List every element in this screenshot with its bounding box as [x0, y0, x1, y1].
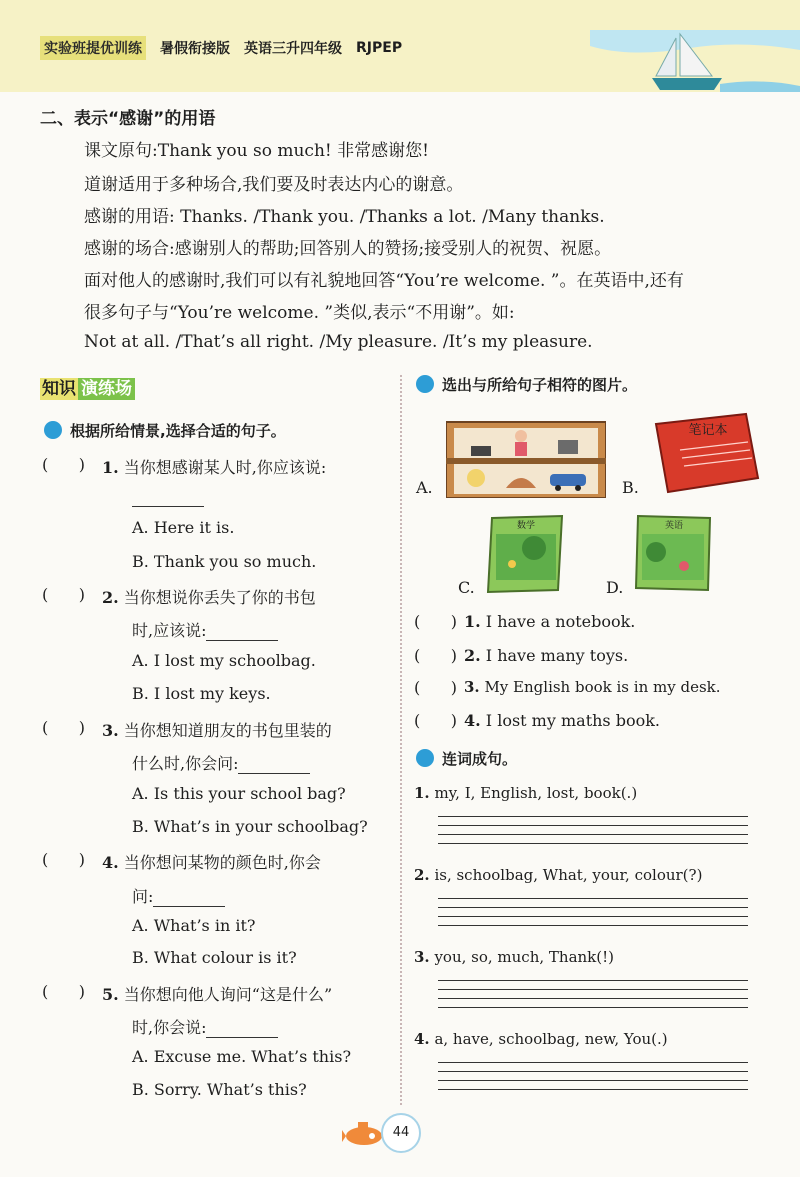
q-num: 3. — [102, 721, 119, 740]
sentence-words — [414, 784, 637, 802]
question-4 — [102, 850, 321, 873]
match-item — [464, 612, 635, 631]
picture-label-b: B. — [622, 478, 639, 497]
item-text: My English book is in my desk. — [484, 678, 721, 696]
words-text: a, have, schoolbag, new, You(.) — [434, 1030, 668, 1048]
item-num: 2. — [464, 646, 481, 665]
q-text: 当你想感谢某人时,你应该说: — [123, 458, 327, 477]
answer-blank[interactable] — [206, 1037, 278, 1038]
column-divider — [400, 375, 402, 1105]
item-num: 4. — [414, 1030, 430, 1048]
lesson-line: 面对他人的感谢时,我们可以有礼貌地回答“You’re welcome. ”。在英语中,还有 — [84, 271, 684, 291]
notebook-image — [650, 412, 760, 494]
question-1 — [102, 455, 326, 478]
option-b: B. Thank you so much. — [132, 552, 317, 571]
q-text: 当你想知道朋友的书包里装的 — [123, 721, 332, 740]
lesson-line: 感谢的场合:感谢别人的帮助;回答别人的赞扬;接受别人的祝贺、祝愿。 — [84, 239, 612, 259]
answer-paren[interactable]: ( ) — [42, 455, 85, 474]
answer-paren[interactable]: ( ) — [414, 678, 457, 697]
q-num: 2. — [102, 588, 119, 607]
sentence-words — [414, 948, 614, 966]
question-4-cont — [132, 884, 225, 907]
words-text: you, so, much, Thank(!) — [434, 948, 614, 966]
page-number: 44 — [381, 1113, 421, 1153]
practice-badge — [40, 374, 135, 399]
answer-paren[interactable]: ( ) — [42, 982, 85, 1001]
answer-paren[interactable]: ( ) — [42, 585, 85, 604]
q-text: 时,你会说: — [132, 1018, 207, 1037]
item-num: 3. — [464, 678, 480, 696]
option-b: B. I lost my keys. — [132, 684, 271, 703]
item-num: 4. — [464, 711, 481, 730]
question-2-cont — [132, 618, 278, 641]
q-text: 当你想说你丢失了你的书包 — [123, 588, 316, 607]
match-item — [464, 646, 628, 665]
toy-shelf-image — [446, 418, 606, 498]
picture-label-c: C. — [458, 578, 475, 597]
answer-paren[interactable]: ( ) — [414, 646, 457, 665]
q-num: 1. — [102, 458, 119, 477]
writing-lines[interactable] — [438, 816, 748, 852]
section-marker-icon — [416, 749, 434, 767]
section1-title — [44, 420, 286, 441]
header-text — [40, 36, 402, 60]
maths-book-image — [486, 512, 566, 594]
words-text: my, I, English, lost, book(.) — [434, 784, 638, 802]
item-text: I lost my maths book. — [485, 711, 661, 730]
section3-title — [416, 748, 517, 769]
question-2 — [102, 585, 316, 608]
item-num: 1. — [464, 612, 481, 631]
q-num: 5. — [102, 985, 119, 1004]
option-a: A. Here it is. — [132, 518, 235, 537]
notebook-cover-text: 笔记本 — [688, 423, 728, 438]
q-text: 当你想问某物的颜色时,你会 — [123, 853, 321, 872]
sailboat-icon — [590, 20, 800, 92]
q-text: 时,应该说: — [132, 621, 207, 640]
option-a: A. What’s in it? — [132, 916, 256, 935]
english-book-image — [634, 512, 714, 594]
answer-blank[interactable] — [153, 906, 225, 907]
header-brand: 实验班提优训练 — [40, 36, 146, 60]
picture-label-a: A. — [416, 478, 433, 497]
question-5-cont — [132, 1015, 278, 1038]
option-a: A. Excuse me. What’s this? — [132, 1047, 352, 1066]
item-num: 1. — [414, 784, 430, 802]
option-b: B. What’s in your schoolbag? — [132, 817, 368, 836]
item-text: I have a notebook. — [485, 612, 636, 631]
item-num: 3. — [414, 948, 430, 966]
lesson-line: 感谢的用语: Thanks. /Thank you. /Thanks a lot. /Many thanks. — [84, 207, 605, 227]
option-a: A. I lost my schoolbag. — [132, 651, 316, 670]
lesson-heading: 二、表示“感谢”的用语 — [40, 109, 216, 129]
item-text: I have many toys. — [485, 646, 629, 665]
writing-lines[interactable] — [438, 898, 748, 934]
answer-paren[interactable]: ( ) — [42, 850, 85, 869]
sentence-words — [414, 866, 702, 884]
answer-paren[interactable]: ( ) — [42, 718, 85, 737]
lesson-line: 道谢适用于多种场合,我们要及时表达内心的谢意。 — [84, 175, 464, 195]
header-code: RJPEP — [356, 40, 403, 56]
match-item — [464, 711, 660, 730]
q-num: 4. — [102, 853, 119, 872]
section-marker-icon — [416, 375, 434, 393]
question-3 — [102, 718, 332, 741]
lesson-line: 很多句子与“You’re welcome. ”类似,表示“不用谢”。如: — [84, 303, 515, 323]
q-text: 什么时,你会问: — [132, 754, 239, 773]
words-text: is, schoolbag, What, your, colour(?) — [434, 866, 703, 884]
section2-title-text: 选出与所给句子相符的图片。 — [442, 376, 638, 394]
header-edition: 暑假衔接版 — [160, 41, 230, 57]
picture-label-d: D. — [606, 578, 624, 597]
writing-lines[interactable] — [438, 1062, 748, 1098]
section1-title-text: 根据所给情景,选择合适的句子。 — [70, 422, 286, 440]
option-a: A. Is this your school bag? — [132, 784, 346, 803]
answer-blank[interactable] — [238, 773, 310, 774]
lesson-line: 课文原句:Thank you so much! 非常感谢您! — [84, 141, 429, 161]
section2-title — [416, 374, 637, 395]
option-b: B. Sorry. What’s this? — [132, 1080, 307, 1099]
badge-part-b: 演练场 — [78, 378, 135, 400]
answer-paren[interactable]: ( ) — [414, 612, 457, 631]
badge-part-a: 知识 — [42, 379, 76, 399]
item-num: 2. — [414, 866, 430, 884]
match-item — [464, 678, 721, 696]
writing-lines[interactable] — [438, 980, 748, 1016]
q-text: 问: — [132, 887, 154, 906]
section-marker-icon — [44, 421, 62, 439]
lesson-line: Not at all. /That’s all right. /My pleasure. /It’s my pleasure. — [84, 332, 593, 352]
sentence-words — [414, 1030, 668, 1048]
answer-paren[interactable]: ( ) — [414, 711, 457, 730]
page-header — [0, 0, 800, 92]
question-3-cont — [132, 751, 310, 774]
answer-blank[interactable] — [132, 506, 204, 507]
maths-book-title: 数学 — [516, 521, 536, 531]
option-b: B. What colour is it? — [132, 948, 297, 967]
answer-blank[interactable] — [206, 640, 278, 641]
question-5 — [102, 982, 332, 1005]
section3-title-text: 连词成句。 — [442, 750, 518, 768]
q-text: 当你想向他人询问“这是什么” — [123, 985, 333, 1004]
header-subject: 英语三升四年级 — [244, 41, 342, 57]
english-book-title: 英语 — [664, 521, 684, 531]
